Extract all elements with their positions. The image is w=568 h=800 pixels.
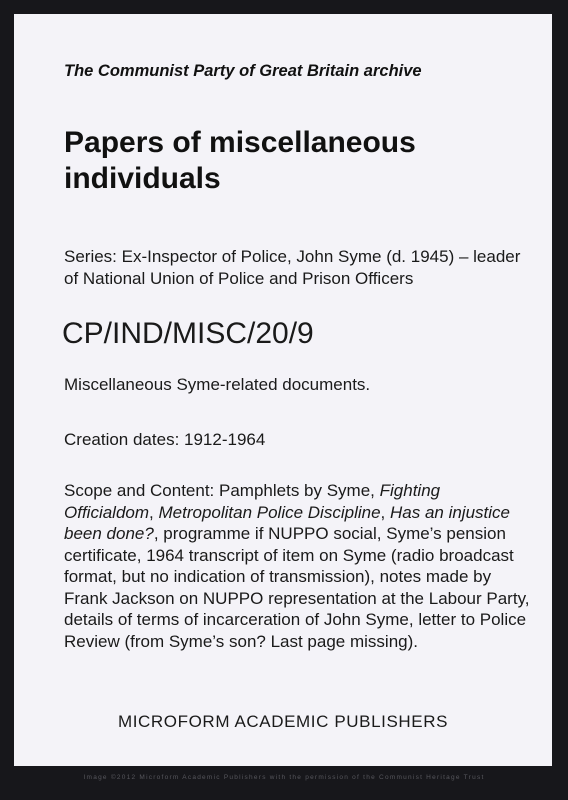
pamphlet-title: Metropolitan Police Discipline bbox=[158, 502, 381, 522]
item-description: Miscellaneous Syme-related documents. bbox=[64, 375, 371, 394]
archive-title: The Communist Party of Great Britain archive bbox=[64, 62, 422, 80]
pamphlet-title: Fighting Officialdom bbox=[64, 481, 441, 522]
scope-text: , programme if NUPPO social, Syme’s pension certificate, 1964 transcript of item on Syme (radio broadcast format, but no indication of transmission), notes made by Frank Jackson on NUPPO representation at the Labour Party, details of terms of incarceration of John Syme, letter to Police Review (from Syme’s son? Last page missing). bbox=[64, 524, 530, 651]
copyright-notice: Image ©2012 Microform Academic Publishers with the permission of the Communist Heritage Trust bbox=[83, 774, 485, 781]
document-page bbox=[14, 14, 552, 766]
series-description: Series: Ex-Inspector of Police, John Syme (d. 1945) – leader of National Union of Police and Prison Officers bbox=[64, 247, 521, 288]
publisher-name: MICROFORM ACADEMIC PUBLISHERS bbox=[117, 712, 449, 731]
page-title: Papers of miscellaneous individuals bbox=[64, 126, 416, 195]
scope-and-content bbox=[64, 480, 530, 652]
scope-text: Scope and Content: Pamphlets by Syme, bbox=[64, 481, 380, 500]
creation-dates: Creation dates: 1912-1964 bbox=[64, 430, 266, 449]
scope-text: , bbox=[149, 502, 159, 522]
pamphlet-title: Has an injustice been done? bbox=[64, 502, 510, 543]
scope-text: , bbox=[380, 502, 390, 522]
reference-code: CP/IND/MISC/20/9 bbox=[62, 317, 314, 350]
